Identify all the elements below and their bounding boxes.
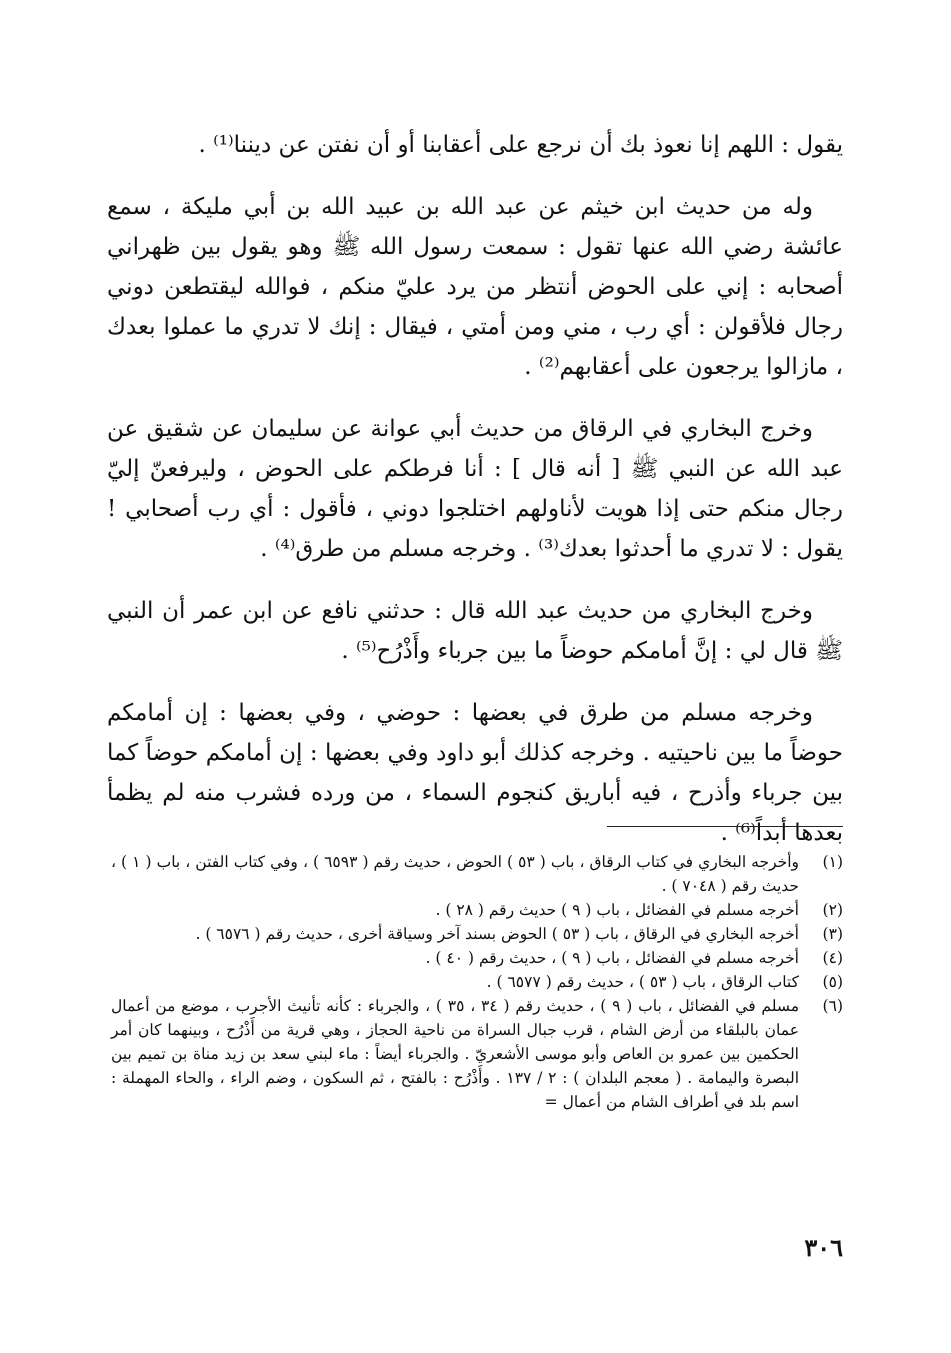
- footnote-text: أخرجه مسلم في الفضائل ، باب ( ٩ ) حديث رقم ( ٢٨ ) .: [435, 901, 799, 919]
- paragraph: وخرج البخاري من حديث عبد الله قال : حدثني نافع عن ابن عمر أن النبي ﷺ قال لي : إنَّ أمامكم حوضاً ما بين جرباء وأَذْرُح⁽⁵⁾ .: [107, 598, 843, 664]
- footnote-text: وأخرجه البخاري في كتاب الرقاق ، باب ( ٥٣ ) الحوض ، حديث رقم ( ٦٥٩٣ ) ، وفي كتاب الفتن ، باب ( ١ ) ، حديث رقم ( ٧٠٤٨ ) .: [111, 853, 799, 895]
- footnote-text: مسلم في الفضائل ، باب ( ٩ ) ، حديث رقم ( ٣٤ ، ٣٥ ) ، والجرباء : كأنه تأنيث الأجرب ، موضع من أعمال عمان بالبلقاء من أرض الشام ، قرب جبال السراة من ناحية الحجاز ، وهي قرية من أَذْرُح ، وبينهما كان أمر الحكمين بين عمرو بن العاص وأبو موسى الأشعريّ . والجرباء أيضاً : ماء لبني سعد بن زيد مناة بن تميم بين البصرة واليمامة . ( معجم البلدان ) : ٢ / ١٣٧ . وأَذْرُح : بالفتح ، ثم السكون ، وضم الراء ، والحاء المهملة : اسم بلد في أطراف الشام من أعمال =: [111, 997, 800, 1111]
- footnote-separator: [607, 826, 843, 827]
- paragraph: وخرج البخاري في الرقاق من حديث أبي عوانة عن سليمان عن شقيق عن عبد الله عن النبي ﷺ [ أنه قال ] : أنا فرطكم على الحوض ، وليرفعنّ إليّ رجال منكم حتى إذا هويت لأناولهم اختلجوا دوني ، فأقول : أي رب أصحابي ! يقول : لا تدري ما أحدثوا بعدك⁽³⁾ . وخرجه مسلم من طرق⁽⁴⁾ .: [107, 416, 843, 562]
- footnote: [111, 946, 843, 970]
- footnotes: [111, 850, 843, 1114]
- footnote-number: (٦): [822, 997, 843, 1015]
- footnote: [111, 922, 843, 946]
- footnote: [111, 970, 843, 994]
- paragraph: وخرجه مسلم من طرق في بعضها : حوضي ، وفي بعضها : إن أمامكم حوضاً ما بين ناحيتيه . وخرجه كذلك أبو داود وفي بعضها : إن أمامكم حوضاً كما بين جرباء وأذرح ، فيه أباريق كنجوم السماء ، من ورده فشرب منه لم يظمأ بعدها أبداً⁽⁶⁾ .: [107, 700, 843, 846]
- footnote-number: (٣): [822, 925, 843, 943]
- main-text-body: [107, 125, 843, 875]
- footnote-number: (٥): [822, 973, 843, 991]
- footnote-text: أخرجه مسلم في الفضائل ، باب ( ٩ ) ، حديث رقم ( ٤٠ ) .: [425, 949, 799, 967]
- footnote-text: كتاب الرقاق ، باب ( ٥٣ ) ، حديث رقم ( ٦٥٧٧ ) .: [486, 973, 799, 991]
- page-number: ٣٠٦: [804, 1233, 843, 1262]
- footnote: [111, 994, 843, 1114]
- paragraph: يقول : اللهم إنا نعوذ بك أن نرجع على أعقابنا أو أن نفتن عن ديننا⁽¹⁾ .: [198, 132, 843, 158]
- footnote-text: أخرجه البخاري في الرقاق ، باب ( ٥٣ ) الحوض بسند آخر وسياقة أخرى ، حديث رقم ( ٦٥٧٦ ) .: [195, 925, 799, 943]
- footnote: [111, 898, 843, 922]
- paragraph: وله من حديث ابن خيثم عن عبد الله بن عبيد الله بن أبي مليكة ، سمع عائشة رضي الله عنها تقول : سمعت رسول الله ﷺ وهو يقول بين ظهراني أصحابه : إني على الحوض أنتظر من يرد عليّ منكم ، فوالله ليقتطعن دوني رجال فلأقولن : أي رب ، مني ومن أمتي ، فيقال : إنك لا تدري ما عملوا بعدك ، مازالوا يرجعون على أعقابهم⁽²⁾ .: [107, 194, 843, 380]
- footnote: [111, 850, 843, 898]
- footnote-number: (١): [822, 853, 843, 871]
- footnote-number: (٤): [822, 949, 843, 967]
- footnote-number: (٢): [822, 901, 843, 919]
